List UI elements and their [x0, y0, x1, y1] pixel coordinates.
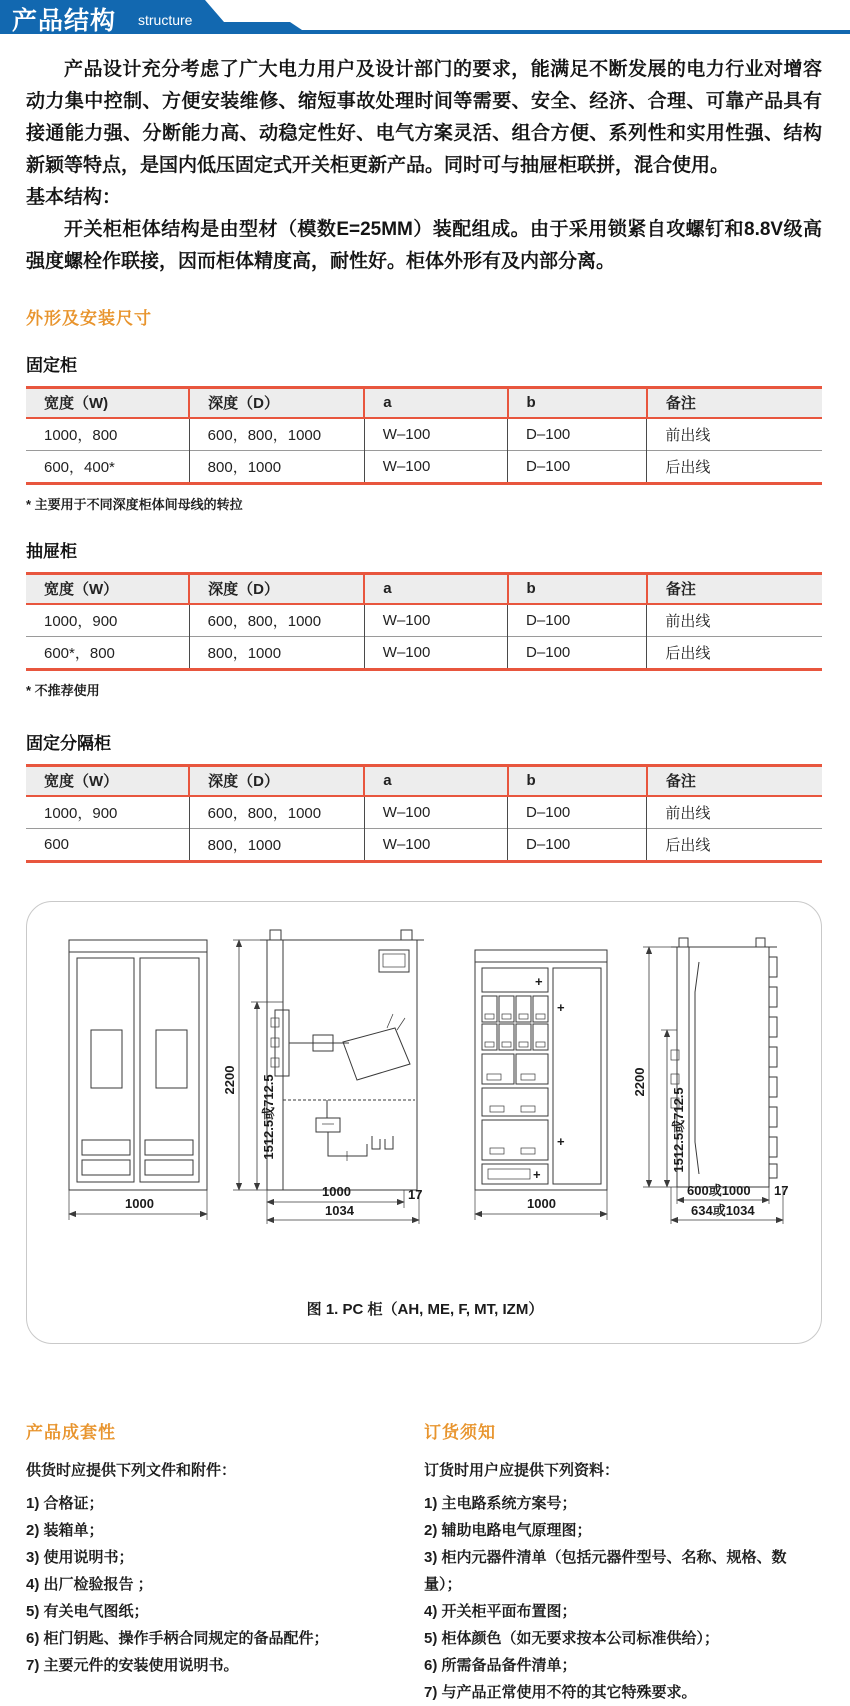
ordering-section	[424, 1418, 822, 1706]
completeness-list	[26, 1490, 424, 1679]
col-header-note: 备注	[647, 388, 822, 418]
table-row	[26, 637, 822, 670]
list-item: 4) 出厂检验报告 ；	[26, 1576, 153, 1593]
ordering-intro: 订货时用户应提供下列资料：	[424, 1462, 620, 1479]
list-item: 7) 与产品正常使用不符的其它特殊要求。	[424, 1684, 697, 1701]
col-header-width: 宽度（W）	[26, 766, 189, 796]
page-subtitle: structure	[138, 12, 193, 28]
dim-depth-total: 1034	[325, 1203, 354, 1218]
list-item: 3) 使用说明书；	[26, 1549, 134, 1566]
cell: 1000，800	[44, 426, 118, 444]
dim-side-depth-total: 634或1034	[691, 1203, 755, 1218]
col-header-a: a	[364, 766, 507, 796]
cell: 1000，900	[44, 612, 118, 630]
cell: W–100	[364, 604, 507, 637]
basic-structure-label: 基本结构：	[26, 187, 122, 208]
list-item: 5) 有关电气图纸；	[26, 1603, 149, 1620]
col-header-b: b	[508, 574, 647, 604]
intro-paragraph-1: 产品设计充分考虑了广大电力用户及设计部门的要求，能满足不断发展的电力行业对增容动力集中控制、方便安装维修、缩短事故处理时间等需要、安全、经济、合理、可靠产品具有接通能力强、分断能力高、动稳定性好、电气方案灵活、组合方便、系列性和实用性强、结构新颖等特点，是国内低压固定式开关柜更新产品。同时可与抽屉柜联拼，混合使用。	[26, 59, 822, 176]
cell: W–100	[364, 796, 507, 829]
side-section-drawing	[222, 930, 424, 1224]
cell: 1000，900	[44, 804, 118, 822]
cell: 后出线	[647, 829, 822, 862]
cell: D–100	[508, 796, 647, 829]
completeness-intro: 供货时应提供下列文件和附件：	[26, 1462, 237, 1479]
table-header-row	[26, 574, 822, 604]
table-row	[26, 796, 822, 829]
front-view-drawing	[69, 940, 207, 1220]
fixed-partition-cabinet-section	[26, 729, 822, 863]
dimensions-heading: 外形及安装尺寸	[26, 309, 152, 328]
col-header-depth: 深度（D）	[189, 388, 364, 418]
cell: 600，800，1000	[189, 796, 364, 829]
dim-side-depth: 600或1000	[687, 1183, 751, 1198]
figure-caption: 图 1. PC 柜（AH, ME, F, MT, IZM）	[306, 1301, 544, 1318]
list-item: 5) 柜体颜色（如无要求按本公司标准供给）；	[424, 1630, 720, 1647]
dim-front-width: 1000	[125, 1196, 154, 1211]
cell: 前出线	[647, 604, 822, 637]
table-title-fixed: 固定柜	[26, 356, 77, 375]
cell: 前出线	[647, 796, 822, 829]
page-banner	[0, 0, 850, 38]
table-row	[26, 451, 822, 484]
col-header-depth: 深度（D）	[189, 766, 364, 796]
list-item: 6) 柜门钥匙、操作手柄合同规定的备品配件；	[26, 1630, 329, 1647]
fixed-cabinet-table	[26, 386, 822, 485]
list-item: 2) 装箱单；	[26, 1522, 104, 1539]
banner-shape	[0, 0, 850, 38]
cell: 600*，800	[26, 637, 189, 670]
table-row	[26, 604, 822, 637]
table-header-row	[26, 766, 822, 796]
list-item: 1) 合格证；	[26, 1495, 104, 1512]
figure-1-box	[26, 901, 822, 1344]
col-header-a: a	[364, 388, 507, 418]
cell: 后出线	[647, 451, 822, 484]
list-item: 4) 开关柜平面布置图；	[424, 1603, 577, 1620]
table-title-partition: 固定分隔柜	[26, 734, 111, 753]
cell: W–100	[364, 637, 507, 670]
cell: W–100	[364, 451, 507, 484]
plus-mark: +	[557, 1000, 565, 1015]
list-item: 6) 所需备品备件清单；	[424, 1657, 577, 1674]
figure-1-diagram	[27, 902, 823, 1345]
ordering-list	[424, 1490, 822, 1706]
col-header-b: b	[508, 766, 647, 796]
table-footnote: * 主要用于不同深度柜体间母线的转拉	[26, 497, 243, 512]
drawer-front-drawing	[475, 950, 607, 1220]
intro-paragraph-2: 开关柜柜体结构是由型材（模数E=25MM）装配组成。由于采用锁紧自攻螺钉和8.8V级高强度螺栓作联接，因而柜体精度高，耐性好。柜体外形有及内部分离。	[26, 219, 822, 272]
cell: D–100	[508, 637, 647, 670]
col-header-note: 备注	[647, 766, 822, 796]
col-header-width: 宽度（W)	[26, 388, 189, 418]
cell: D–100	[508, 604, 647, 637]
list-item: 2) 辅助电路电气原理图；	[424, 1522, 592, 1539]
drawer-cabinet-section	[26, 537, 822, 699]
cell: 600，400*	[26, 451, 189, 484]
dim-depth-inner: 1000	[322, 1184, 351, 1199]
cell: D–100	[508, 829, 647, 862]
completeness-heading: 产品成套性	[26, 1423, 116, 1442]
side-view-drawing	[632, 938, 788, 1224]
cell: W–100	[364, 829, 507, 862]
page-title: 产品结构	[12, 7, 117, 35]
cell: 前出线	[647, 418, 822, 451]
cell: D–100	[508, 451, 647, 484]
dim-side-height-total: 2200	[632, 1067, 647, 1097]
plus-mark: +	[557, 1134, 565, 1149]
col-header-width: 宽度（W）	[26, 574, 189, 604]
dim-side-flange: 17	[774, 1183, 789, 1198]
col-header-a: a	[364, 574, 507, 604]
page-content	[0, 54, 850, 1706]
dim-drawer-front-width: 1000	[527, 1196, 556, 1211]
col-header-b: b	[508, 388, 647, 418]
dim-side-height-part: 1512.5或712.5	[671, 1087, 686, 1173]
cell: 800，1000	[189, 829, 364, 862]
fixed-partition-table	[26, 764, 822, 863]
col-header-depth: 深度（D）	[189, 574, 364, 604]
table-row	[26, 829, 822, 862]
drawer-cabinet-table	[26, 572, 822, 671]
cell: 800，1000	[189, 451, 364, 484]
cell: 600，800，1000	[189, 418, 364, 451]
table-header-row	[26, 388, 822, 418]
cell: 600	[26, 829, 189, 862]
list-item: 1) 主电路系统方案号；	[424, 1495, 577, 1512]
cell: 后出线	[647, 637, 822, 670]
dim-section-height-part: 1512.5或712.5	[261, 1074, 276, 1160]
plus-mark: +	[533, 1167, 541, 1182]
completeness-section	[26, 1418, 424, 1706]
table-row	[26, 418, 822, 451]
bottom-sections	[26, 1418, 822, 1706]
cell: 600，800，1000	[189, 604, 364, 637]
fixed-cabinet-section	[26, 351, 822, 513]
col-header-note: 备注	[647, 574, 822, 604]
plus-mark: +	[535, 974, 543, 989]
cell: 800，1000	[189, 637, 364, 670]
list-item: 7) 主要元件的安装使用说明书。	[26, 1657, 239, 1674]
table-title-drawer: 抽屉柜	[26, 542, 77, 561]
ordering-heading: 订货须知	[424, 1423, 496, 1442]
intro-section	[26, 54, 822, 278]
dim-flange: 17	[408, 1187, 423, 1202]
cell: W–100	[364, 418, 507, 451]
list-item: 3) 柜内元器件清单（包括元器件型号、名称、规格、数量）；	[424, 1549, 787, 1593]
cell: D–100	[508, 418, 647, 451]
dim-section-height-total: 2200	[222, 1065, 237, 1095]
table-footnote: * 不推荐使用	[26, 683, 100, 698]
